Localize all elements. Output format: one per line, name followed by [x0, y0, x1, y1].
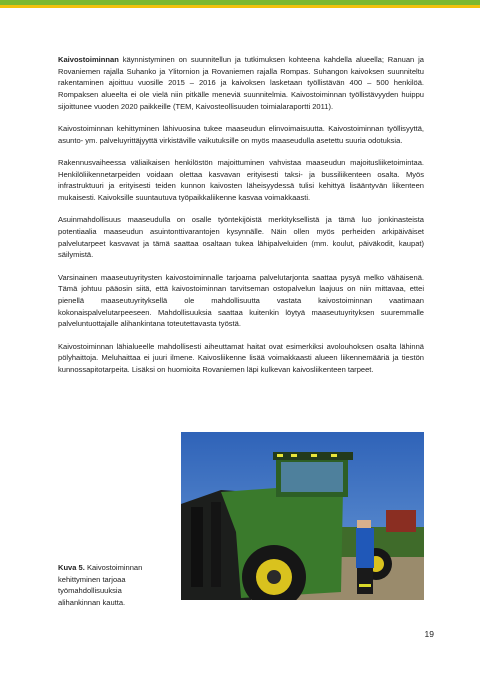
- page-number: 19: [424, 629, 434, 639]
- figure-caption-label: Kuva 5.: [58, 563, 85, 572]
- paragraph-4-text: Asuinmahdollisuus maaseudulla on osalle työntekijöistä merkityksellistä ja tämä luo jonkinasteista potentiaalia maaseudun asuintonttivarantojen kysynnälle. Näin ollen myös perheiden arkipäiväiset palvelutarpeet kasvavat ja tämä saattaa osaltaan tukea lähipalveluiden (mm. koulut, päiväkodit, kaupat) säilymistä.: [58, 215, 424, 260]
- paragraph-1-text: käynnistyminen on suunnitellun ja tutkimuksen kohteena kahdella alueella; Ranuan ja Rovaniemen rajalla Suhanko ja Ylitornion ja Rovaniemen rajalla Rompas. Suhangon kaivoksen suunniteltu rakentaminen ajoittuu vuosille 2015 – 2016 ja kaivoksen lasketaan työllistävän 400 – 500 henkilöä. Rompaksen alueelta ei ole vielä niin pitkälle meneviä suunnitelmia. Kaivostoiminnan työllistävyyden huippu sijoittunee vuoden 2020 paikkeille (TEM, Kaivosteollisuuden toimialaraportti 2011).: [58, 55, 424, 111]
- document-body: [58, 54, 424, 386]
- figure-caption: [58, 562, 166, 609]
- paragraph-2-text: Kaivostoiminnan kehittyminen lähivuosina tukee maaseudun elinvoimaisuutta. Kaivostoiminnan työllisyyttä, asunto- ym. palveluyrittäjyyttä virkistäville vaikutuksille on myös maaseudulla asetettu suuria odotuksia.: [58, 124, 424, 145]
- paragraph-5: [58, 272, 424, 331]
- tractor-photo: [181, 432, 424, 600]
- figure-caption-text: Kaivostoiminnan kehittyminen tarjoaa työmahdollisuuksia alihankinnan kautta.: [58, 563, 143, 608]
- header-accent-bar-yellow: [0, 5, 480, 8]
- paragraph-1: [58, 54, 424, 113]
- paragraph-5-text: Varsinainen maaseutuyritysten kaivostoiminnalle tarjoama palvelutarjonta saattaa pysyä melko vähäisenä. Tämä johtuu pääosin siitä, että kaivostoiminnan tarvitseman ostopalvelun laajuus on niin mittavaa, ettei pienellä maaseutuyrityksellä ole mahdollisuutta vastata kaivostoiminnan vaatimaan kokonaispalvelutarpeeseen. Mahdollisuuksia saattaa kuitenkin löytyä maaseutuyrityksen suuremmalle palveluntuottajalle alihankintana toteutettavasta työstä.: [58, 272, 424, 329]
- paragraph-6-text: Kaivostoiminnan lähialueelle mahdollisesti aiheuttamat haitat ovat esimerkiksi avolouhoksen osalta lähinnä pölyhaittoja. Meluhaittaa ei juuri ilmene. Kaivosliikenne lisää voimakkaasti alueen liikennemääriä ja tiestön kunnossapitotarpeita. Lisäksi on huomioita Rovaniemen läpi kulkevan kaivosliikenteen tarpeet.: [58, 341, 424, 374]
- paragraph-6: [58, 341, 424, 376]
- paragraph-3: [58, 157, 424, 204]
- paragraph-2: [58, 123, 424, 146]
- paragraph-4: [58, 214, 424, 261]
- paragraph-1-lead: Kaivostoiminnan: [58, 55, 119, 64]
- paragraph-3-text: Rakennusvaiheessa väliaikaisen henkilöstön majoittuminen vahvistaa maaseudun majoitusliiketoimintaa. Henkilöliikennetarpeiden voidaan olettaa kasvavan erityisesti taksi- ja bussiliikenteen osalta. Myös infrastruktuuri ja erityisesti teiden kunnon kaivosten läheisyydessä tulisi kehittyä lisääntyvän liikenteen mukaisesti. Kaivoksille suuntautuva työpaikkaliikenne kasvaa voimakkaasti.: [58, 157, 424, 203]
